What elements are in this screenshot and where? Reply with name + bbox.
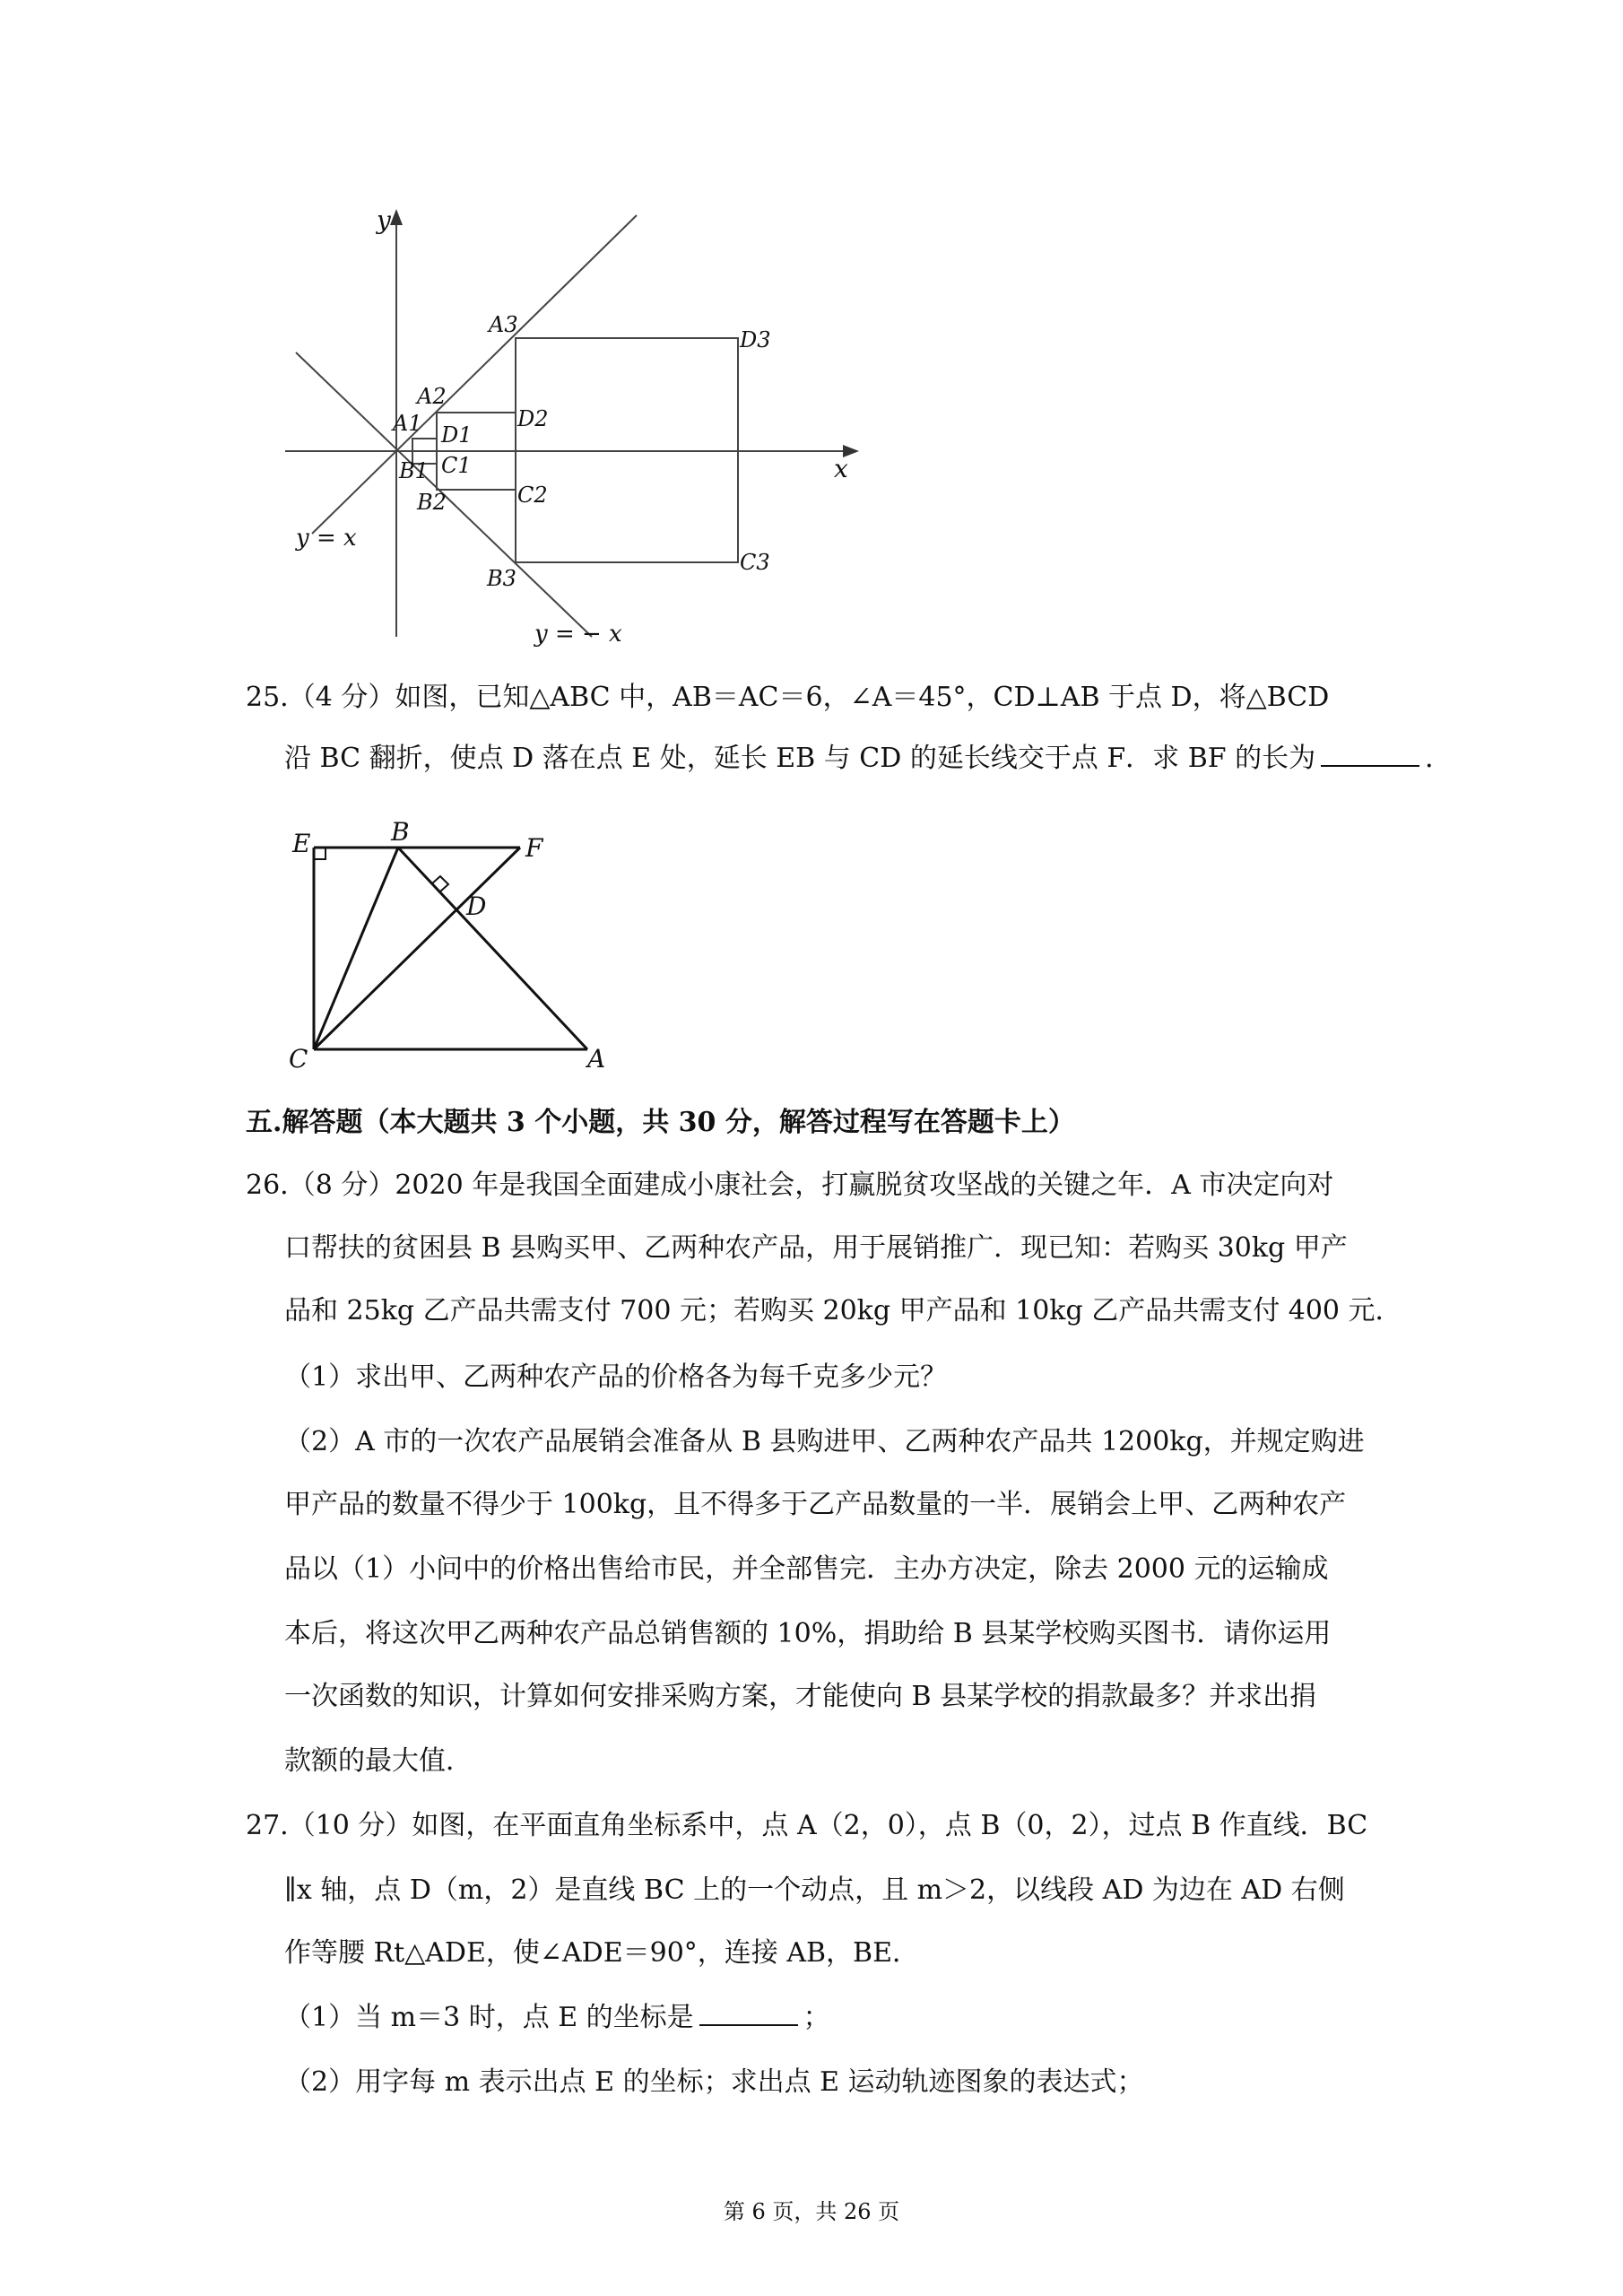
- label-C2: C2: [517, 483, 548, 508]
- q27-line3: 作等腰 Rt△ADE，使∠ADE＝90°，连接 AB，BE．: [284, 1937, 919, 1969]
- label-B: B: [391, 817, 410, 847]
- q27-line1: 27.（10 分）如图，在平面直角坐标系中，点 A（2，0），点 B（0，2），过点 B 作直线．BC: [246, 1810, 1368, 1841]
- label-B3: B3: [487, 566, 516, 591]
- line-y-equals-x: [312, 215, 637, 534]
- label-D1: D1: [441, 422, 473, 448]
- label-C: C: [289, 1044, 308, 1074]
- q25-line1: 25.（4 分）如图，已知△ABC 中，AB＝AC＝6，∠A＝45°，CD⊥AB 于点 D，将△BCD: [246, 682, 1330, 713]
- q27-part2: （2）用字每 m 表示出点 E 的坐标；求出点 E 运动轨迹图象的表达式；: [284, 2066, 1144, 2098]
- label-E: E: [292, 829, 311, 858]
- label-A1: A1: [393, 411, 422, 436]
- label-D2: D2: [517, 406, 549, 431]
- label-x-axis: x: [834, 454, 848, 483]
- q26-line1: 26.（8 分）2020 年是我国全面建成小康社会，打赢脱贫攻坚战的关键之年．A 市决定向对: [246, 1170, 1334, 1201]
- label-D3: D3: [740, 327, 771, 352]
- q26-part1: （1）求出甲、乙两种农产品的价格各为每千克多少元？: [284, 1361, 948, 1393]
- q27-part1-text: （1）当 m＝3 时，点 E 的坐标是: [284, 2002, 694, 2033]
- q26-part2-line5: 一次函数的知识，计算如何安排采购方案，才能使向 B 县某学校的捐款最多？并求出捐: [284, 1681, 1317, 1712]
- label-C1: C1: [441, 453, 472, 478]
- q26-part2-line6: 款额的最大值．: [284, 1745, 473, 1777]
- page-footer: 第 6 页，共 26 页: [723, 2199, 900, 2224]
- label-F: F: [525, 833, 543, 863]
- section-5-heading: 五.解答题（本大题共 3 个小题，共 30 分，解答过程写在答题卡上）: [246, 1107, 1075, 1138]
- q25-line2: [284, 741, 1452, 777]
- label-D: D: [466, 891, 487, 921]
- q27-part1: [284, 2000, 830, 2036]
- q26-line2: 口帮扶的贫困县 B 县购买甲、乙两种农产品，用于展销推广．现已知：若购买 30kg 甲产: [284, 1232, 1348, 1264]
- y-axis-arrow: [390, 209, 403, 225]
- label-line-y-x: y = x: [296, 525, 357, 552]
- q26-part2-line3: 品以（1）小问中的价格出售给市民，并全部售完．主办方决定，除去 2000 元的运输成: [284, 1553, 1329, 1585]
- figure-coordinate-squares: [269, 202, 897, 668]
- label-y-axis: y: [377, 205, 391, 235]
- label-A2: A2: [417, 384, 447, 409]
- q27-answer-blank[interactable]: [699, 2001, 798, 2026]
- label-line-y-neg-x: y = − x: [534, 621, 622, 648]
- q25-answer-blank[interactable]: [1321, 742, 1419, 767]
- label-B2: B2: [417, 490, 447, 515]
- q25-line2-text: 沿 BC 翻折，使点 D 落在点 E 处，延长 EB 与 CD 的延长线交于点 F．求 BF 的长为: [284, 743, 1316, 774]
- figure-triangle-fold: [278, 812, 628, 1081]
- label-A: A: [587, 1044, 606, 1074]
- q26-line3: 品和 25kg 乙产品共需支付 700 元；若购买 20kg 甲产品和 10kg 乙产品共需支付 400 元．: [284, 1295, 1402, 1326]
- q27-part1-end: ；: [803, 2002, 830, 2033]
- q26-part2-line4: 本后，将这次甲乙两种农产品总销售额的 10%，捐助给 B 县某学校购买图书．请你运用: [284, 1618, 1332, 1649]
- label-A3: A3: [489, 312, 518, 337]
- q25-line2-end: ．: [1425, 743, 1453, 774]
- q27-line2: ∥x 轴，点 D（m，2）是直线 BC 上的一个动点，且 m＞2，以线段 AD 为边在 AD 右侧: [284, 1874, 1345, 1906]
- q26-part2-line1: （2）A 市的一次农产品展销会准备从 B 县购进甲、乙两种农产品共 1200kg，并规定购进: [284, 1426, 1365, 1457]
- label-B1: B1: [399, 458, 429, 483]
- q26-part2-line2: 甲产品的数量不得少于 100kg，且不得多于乙产品数量的一半．展销会上甲、乙两种农产: [284, 1489, 1347, 1520]
- label-C3: C3: [740, 550, 770, 575]
